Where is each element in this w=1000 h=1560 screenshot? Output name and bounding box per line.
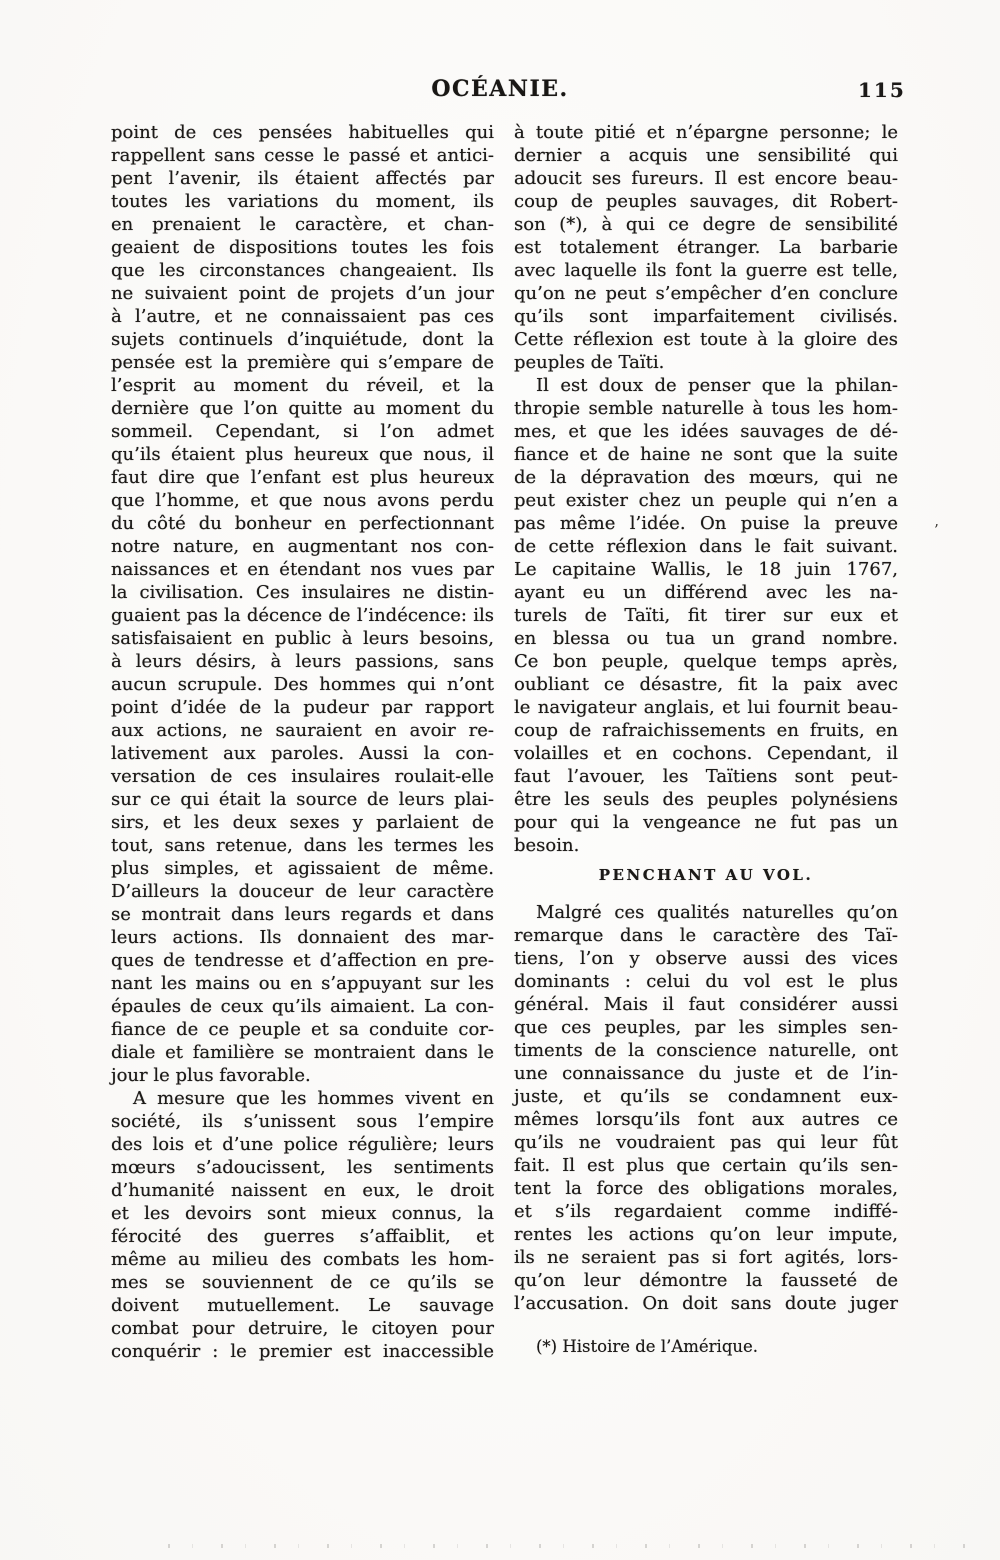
text-line: Il est doux de penser que la philan- [536, 375, 898, 396]
text-line: le navigateur anglais, et lui fournit beau- [514, 697, 898, 718]
text-line: faut dire que l’enfant est plus heureux [111, 467, 494, 488]
text-line: tent la force des obligations morales, [514, 1178, 898, 1199]
text-line: mes, et que les idées sauvages de dé- [514, 421, 898, 442]
text-line: faut l’avouer, les Taïtiens sont peut- [514, 766, 898, 787]
text-line: A mesure que les hommes vivent en [133, 1088, 494, 1109]
text-line: combat pour detruire, le citoyen pour [111, 1318, 494, 1339]
text-line: être les seuls des peuples polynésiens [514, 789, 898, 810]
text-line: naissances et en étendant nos vues par [111, 559, 494, 580]
text-line: coup de rafraichissements en fruits, en [514, 720, 898, 741]
text-line: coup de peuples sauvages, dit Robert- [514, 191, 898, 212]
footnote: (*) Histoire de l’Amérique. [536, 1337, 759, 1356]
text-line: sommeil. Cependant, si l’on admet [111, 421, 494, 442]
running-head: OCÉANIE. [431, 76, 569, 102]
text-line: se montrait dans leurs regards et dans [111, 904, 494, 925]
text-line: dernier a acquis une sensibilité qui [514, 145, 898, 166]
text-line: de la dépravation des mœurs, qui ne [514, 467, 898, 488]
text-line: pensée est la première qui s’empare de [111, 352, 494, 373]
text-line: ayant eu un différend avec les na- [514, 582, 898, 603]
text-line: Cette réflexion est toute à la gloire des [514, 329, 898, 350]
text-line: pas même l’idée. On puise la preuve [514, 513, 898, 534]
left-column [111, 121, 494, 1363]
text-line: et les devoirs sont mieux connus, la [111, 1203, 494, 1224]
text-line: une connaissance du juste et de l’in- [514, 1063, 898, 1084]
text-line: volailles et en cochons. Cependant, il [514, 743, 898, 764]
text-line: ils ne seraient pas si fort agités, lors- [514, 1247, 898, 1268]
text-line: à toute pitié et n’épargne personne; le [514, 122, 898, 143]
text-line: guaient pas la décence de l’indécence: ils [111, 605, 494, 626]
text-line: à leurs désirs, à leurs passions, sans [111, 651, 494, 672]
text-line: de cette réflexion dans le fait suivant. [514, 536, 898, 557]
text-line: geaient de dispositions toutes les fois [111, 237, 494, 258]
text-line: général. Mais il faut considérer aussi [514, 994, 898, 1015]
scan-artifact-mark: ’ [934, 521, 939, 539]
text-line: peut exister chez un peuple qui n’en a [514, 490, 898, 511]
text-line: tiens, l’on y observe aussi des vices [514, 948, 898, 969]
paragraph [514, 121, 898, 374]
text-line: nant les mains ou en s’appuyant sur les [111, 973, 494, 994]
text-line: remarque dans le caractère des Taï- [514, 925, 898, 946]
text-line: que les circonstances changeaient. Ils [111, 260, 494, 281]
text-line: fiance de ce peuple et sa conduite cor- [111, 1019, 494, 1040]
scan-noise-strip [168, 1544, 968, 1548]
text-line: pent l’avenir, ils étaient affectés par [111, 168, 494, 189]
section-heading: PENCHANT AU VOL. [598, 866, 814, 884]
text-line: satisfaisaient en public à leurs besoins, [111, 628, 494, 649]
text-line: juste, et qu’ils se condamnent eux- [514, 1086, 898, 1107]
text-line: et s’ils regardaient comme indiffé- [514, 1201, 898, 1222]
text-line: turels de Taïti, fit tirer sur eux et [514, 605, 898, 626]
text-line: fait. Il est plus que certain qu’ils sen- [514, 1155, 898, 1176]
page-number: 115 [858, 78, 906, 102]
text-line: férocité des guerres s’affaiblit, et [111, 1226, 494, 1247]
text-line: des lois et d’une police régulière; leurs [111, 1134, 494, 1155]
text-line: pour qui la vengeance ne fut pas un [514, 812, 898, 833]
text-line: du côté du bonheur en perfectionnant [111, 513, 494, 534]
text-line: peuples de Taïti. [514, 352, 665, 373]
text-line: rentes les actions qu’on leur impute, [514, 1224, 898, 1245]
text-line: la civilisation. Ces insulaires ne distin- [111, 582, 494, 603]
text-line: en prenaient le caractère, et chan- [111, 214, 494, 235]
text-line: notre nature, en augmentant nos con- [111, 536, 494, 557]
text-line: tout, sans retenue, dans les termes les [111, 835, 494, 856]
text-line: sur ce qui était la source de leurs plai- [111, 789, 494, 810]
text-line: dominants : celui du vol est le plus [514, 971, 898, 992]
text-line: même au milieu des combats les hom- [111, 1249, 494, 1270]
text-line: plus simples, et agissaient de même. [111, 858, 494, 879]
text-line: D’ailleurs la douceur de leur caractère [111, 881, 494, 902]
paragraph [111, 121, 494, 1087]
text-line: thropie semble naturelle à tous les hom- [514, 398, 898, 419]
text-line: ne suivaient point de projets d’un jour [111, 283, 494, 304]
text-line: besoin. [514, 835, 580, 856]
text-line: son (*), à qui ce degre de sensibilité [514, 214, 898, 235]
text-line: ques de tendresse et d’affection en pre- [111, 950, 494, 971]
text-line: oubliant ce désastre, fit la paix avec [514, 674, 898, 695]
text-line: dernière que l’on quitte au moment du [111, 398, 494, 419]
text-line: diale et familière se montraient dans le [111, 1042, 494, 1063]
text-line: qu’ils ne voudraient pas qui leur fût [514, 1132, 898, 1153]
text-line: est totalement étranger. La barbarie [514, 237, 898, 258]
right-column [514, 121, 898, 1358]
text-line: toutes les variations du moment, ils [111, 191, 494, 212]
text-line: Malgré ces qualités naturelles qu’on [536, 902, 898, 923]
paragraph [514, 374, 898, 857]
text-line: rappellent sans cesse le passé et antici- [111, 145, 494, 166]
text-line: sujets continuels d’inquiétude, dont la [111, 329, 494, 350]
text-line: aux actions, ne sauraient en avoir re- [111, 720, 494, 741]
paragraph [514, 901, 898, 1315]
text-line: société, ils s’unissent sous l’empire [111, 1111, 494, 1132]
text-line: mœurs s’adoucissent, les sentiments [111, 1157, 494, 1178]
text-line: que ces peuples, par les simples sen- [514, 1017, 898, 1038]
text-line: qu’on leur démontre la fausseté de [514, 1270, 898, 1291]
paragraph [111, 1087, 494, 1363]
text-line: aucun scrupule. Des hommes qui n’ont [111, 674, 494, 695]
text-line: à l’autre, et ne connaissaient pas ces [111, 306, 494, 327]
text-line: conquérir : le premier est inaccessible [111, 1341, 494, 1362]
text-line: qu’on ne peut s’empêcher d’en conclure [514, 283, 898, 304]
text-line: doivent mutuellement. Le sauvage [111, 1295, 494, 1316]
text-line: l’accusation. On doit sans doute juger [514, 1293, 898, 1314]
text-line: versation de ces insulaires roulait-elle [111, 766, 494, 787]
text-line: qu’ils sont imparfaitement civilisés. [514, 306, 898, 327]
text-line: leurs actions. Ils donnaient des mar- [111, 927, 494, 948]
text-line: lativement aux paroles. Aussi la con- [111, 743, 494, 764]
text-line: Le capitaine Wallis, le 18 juin 1767, [514, 559, 898, 580]
text-line: point de ces pensées habituelles qui [111, 122, 494, 143]
text-line: Ce bon peuple, quelque temps après, [514, 651, 898, 672]
text-line: que l’homme, et que nous avons perdu [111, 490, 494, 511]
text-line: point d’idée de la pudeur par rapport [111, 697, 494, 718]
text-line: fiance et de haine ne sont que la suite [514, 444, 898, 465]
text-line: qu’ils étaient plus heureux que nous, il [111, 444, 494, 465]
text-line: d’humanité naissent en eux, le droit [111, 1180, 494, 1201]
text-line: mes se souviennent de ce qu’ils se [111, 1272, 494, 1293]
text-line: en blessa ou tua un grand nombre. [514, 628, 898, 649]
text-line: sirs, et les deux sexes y parlaient de [111, 812, 494, 833]
text-line: timents de la conscience naturelle, ont [514, 1040, 898, 1061]
text-line: jour le plus favorable. [111, 1065, 311, 1086]
text-line: l’esprit au moment du réveil, et la [111, 375, 494, 396]
text-line: mêmes lorsqu’ils font aux autres ce [514, 1109, 898, 1130]
text-line: épaules de ceux qu’ils aimaient. La con- [111, 996, 494, 1017]
text-line: adoucit ses fureurs. Il est encore beau- [514, 168, 898, 189]
text-line: avec laquelle ils font la guerre est telle, [514, 260, 898, 281]
